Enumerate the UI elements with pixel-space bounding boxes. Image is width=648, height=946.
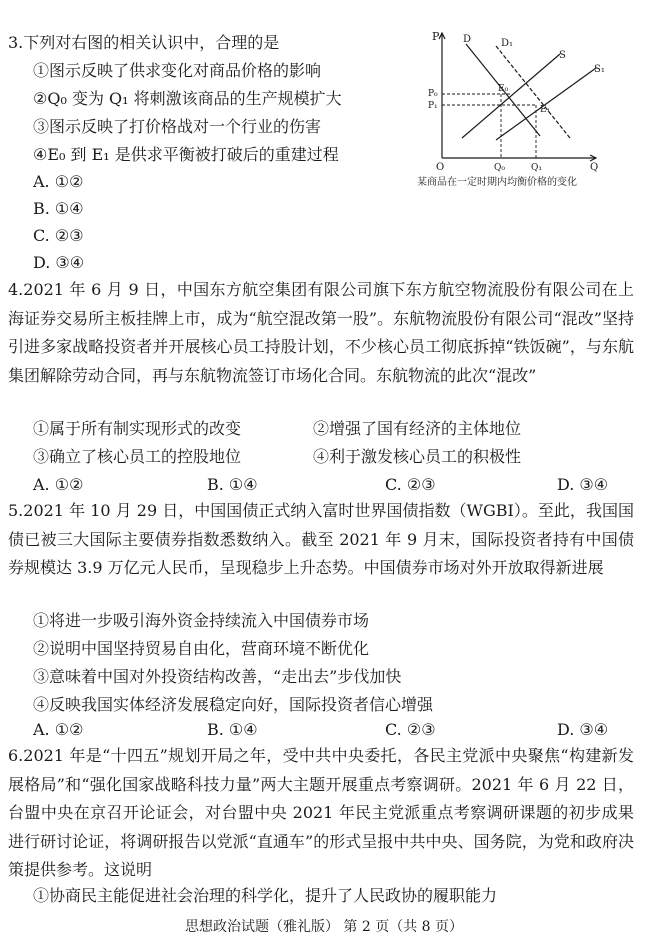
q3-option-2: ②Q₀ 变为 Q₁ 将刺激该商品的生产规模扩大 — [33, 89, 342, 108]
label-s: S — [559, 50, 566, 61]
q6-stem: 6.2021 年是“十四五”规划开局之年，受中共中央委托，各民主党派中央聚焦“构建新发展格局”和“强化国家战略科技力量”两大主题开展重点考察调研。2021 年 6 月 22 日，台盟中央在京召开论证会，对台盟中央 2021 年民主党派重点考察调研课题的初步成果进行研讨论证，将调研报告以党派“直通车”的形式呈报中共中央、国务院，为党和政府决策提供参考。这说明 — [8, 746, 634, 879]
q5-option-3: ③意味着中国对外投资结构改善，“走出去”步伐加快 — [33, 667, 402, 686]
origin-label: O — [436, 162, 445, 173]
q3-option-3: ③图示反映了打价格战对一个行业的伤害 — [33, 117, 322, 136]
label-e1: E₁ — [540, 105, 551, 115]
q5-answer-c: C. ②③ — [385, 720, 436, 739]
q3-answer-c: C. ②③ — [33, 226, 84, 245]
q4-answer-b: B. ①④ — [207, 475, 258, 494]
q4-answer-a: A. ①② — [33, 475, 84, 494]
label-s1: S₁ — [594, 64, 605, 75]
q3-option-4: ④E₀ 到 E₁ 是供求平衡被打破后的重建过程 — [33, 145, 339, 164]
q4-option-4: ④利于激发核心员工的积极性 — [313, 447, 522, 466]
q4-answer-d: D. ③④ — [557, 475, 609, 494]
q3-option-1: ①图示反映了供求变化对商品价格的影响 — [33, 61, 322, 80]
q4-option-2: ②增强了国有经济的主体地位 — [313, 419, 522, 438]
q3-stem: 3.下列对右图的相关认识中，合理的是 — [8, 33, 280, 52]
q3-answer-b: B. ①④ — [33, 199, 84, 218]
label-d: D — [463, 34, 472, 45]
q5-option-4: ④反映我国实体经济发展稳定向好，国际投资者信心增强 — [33, 695, 434, 714]
q3-answer-a: A. ①② — [33, 172, 84, 191]
q5-answer-d: D. ③④ — [557, 720, 609, 739]
axis-label-q: Q — [590, 162, 599, 173]
axis-label-p: P — [432, 30, 440, 43]
supply-demand-diagram — [418, 28, 618, 178]
supply-curve-s — [462, 54, 560, 138]
price-label-p0: P₀ — [428, 89, 438, 99]
page-footer: 思想政治试题（雅礼版） 第 2 页（共 8 页） — [184, 919, 464, 935]
q5-option-2: ②说明中国坚持贸易自由化，营商环境不断优化 — [33, 639, 370, 658]
q4-option-3: ③确立了核心员工的控股地位 — [33, 447, 242, 466]
label-e0: E₀ — [498, 84, 509, 94]
q4-stem: 4.2021 年 6 月 9 日，中国东方航空集团有限公司旗下东方航空物流股份有限公司在上海证券交易所主板挂牌上市，成为“航空混改第一股”。东航物流股份有限公司“混改”坚持引进多家战略投资者并开展核心员工持股计划，不少核心员工彻底拆掉“铁饭碗”，与东航集团解除劳动合同，再与东航物流签订市场化合同。东航物流的此次“混改” — [8, 280, 634, 385]
q5-option-1: ①将进一步吸引海外资金持续流入中国债券市场 — [33, 611, 370, 630]
q5-answer-b: B. ①④ — [207, 720, 258, 739]
supply-curve-s1 — [496, 68, 596, 140]
price-label-p1: P₁ — [428, 101, 438, 111]
diagram-caption: 某商品在一定时期内均衡价格的变化 — [417, 177, 577, 188]
q4-option-1: ①属于所有制实现形式的改变 — [33, 419, 242, 438]
q4-answer-c: C. ②③ — [385, 475, 436, 494]
quantity-label-q1: Q₁ — [531, 163, 542, 173]
q6-option-1: ①协商民主能促进社会治理的科学化，提升了人民政协的履职能力 — [33, 886, 498, 905]
label-d1: D₁ — [501, 38, 514, 49]
q5-stem: 5.2021 年 10 月 29 日，中国国债正式纳入富时世界国债指数（WGBI）。至此，我国国债已被三大国际主要债券指数悉数纳入。截至 2021 年 9 月末，国际投资者持有中国债券规模达 3.9 万亿元人民币，呈现稳步上升态势。中国债券市场对外开放取得新进展 — [8, 501, 634, 577]
q5-answer-a: A. ①② — [33, 720, 84, 739]
quantity-label-q0: Q₀ — [494, 163, 505, 173]
q3-answer-d: D. ③④ — [33, 253, 85, 272]
